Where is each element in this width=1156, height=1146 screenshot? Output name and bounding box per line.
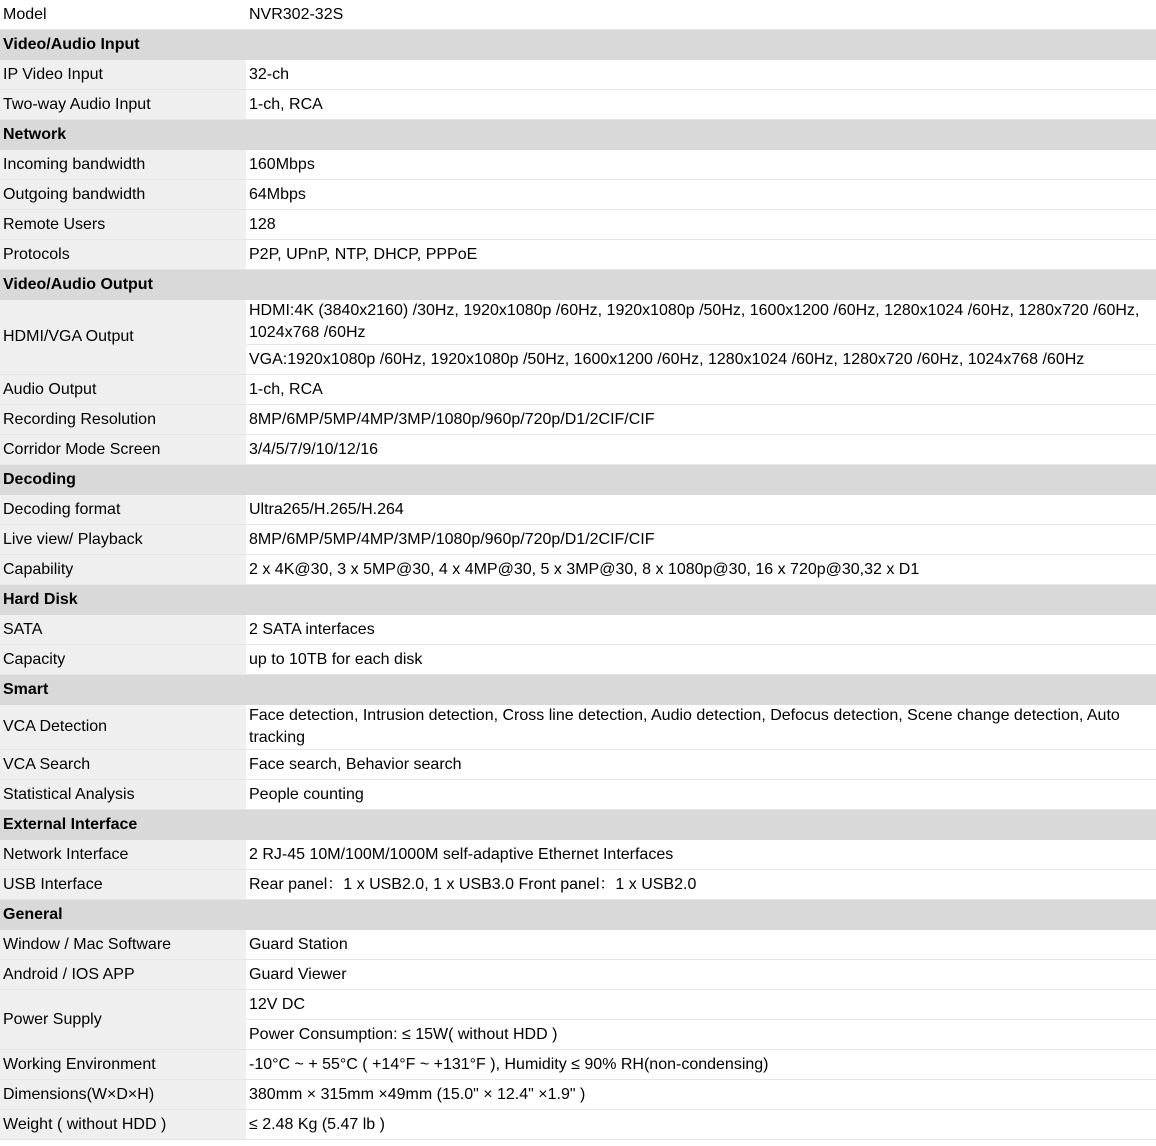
spec-value: 3/4/5/7/9/10/12/16 [246,435,1156,465]
spec-row-power-voltage [0,990,1156,1020]
section-external-interface [0,810,1156,840]
spec-value: 64Mbps [246,180,1156,210]
spec-value: Rear panel：1 x USB2.0, 1 x USB3.0 Front panel：1 x USB2.0 [246,870,1156,900]
section-network [0,120,1156,150]
spec-value: Power Consumption: ≤ 15W( without HDD ) [246,1020,1156,1050]
section-title: External Interface [0,810,1156,840]
spec-label: Android / IOS APP [0,960,246,990]
spec-row [0,1050,1156,1080]
spec-value: -10°C ~ + 55°C ( +14°F ~ +131°F ), Humidity ≤ 90% RH(non-condensing) [246,1050,1156,1080]
spec-row [0,555,1156,585]
spec-value: 32-ch [246,60,1156,90]
spec-row [0,210,1156,240]
spec-label: VCA Detection [0,705,246,750]
spec-value: 8MP/6MP/5MP/4MP/3MP/1080p/960p/720p/D1/2CIF/CIF [246,405,1156,435]
spec-row [0,930,1156,960]
spec-label: Audio Output [0,375,246,405]
spec-value: P2P, UPnP, NTP, DHCP, PPPoE [246,240,1156,270]
spec-row [0,180,1156,210]
spec-label: Recording Resolution [0,405,246,435]
spec-value: NVR302-32S [246,0,1156,30]
spec-value: 160Mbps [246,150,1156,180]
spec-row-model [0,0,1156,30]
spec-label: IP Video Input [0,60,246,90]
spec-label: Protocols [0,240,246,270]
spec-label: Corridor Mode Screen [0,435,246,465]
section-hard-disk [0,585,1156,615]
spec-label: USB Interface [0,870,246,900]
section-video-audio-input [0,30,1156,60]
spec-row [0,90,1156,120]
spec-label: Decoding format [0,495,246,525]
spec-value: Guard Viewer [246,960,1156,990]
spec-value: ≤ 2.48 Kg (5.47 lb ) [246,1110,1156,1140]
spec-value: 8MP/6MP/5MP/4MP/3MP/1080p/960p/720p/D1/2CIF/CIF [246,525,1156,555]
section-title: Video/Audio Input [0,30,1156,60]
spec-value: VGA:1920x1080p /60Hz, 1920x1080p /50Hz, 1600x1200 /60Hz, 1280x1024 /60Hz, 1280x720 /60Hz, 1024x768 /60Hz [246,345,1156,375]
spec-label: Capacity [0,645,246,675]
section-smart [0,675,1156,705]
spec-label: Statistical Analysis [0,780,246,810]
spec-row-hdmi [0,300,1156,345]
spec-value: 1-ch, RCA [246,375,1156,405]
spec-label: VCA Search [0,750,246,780]
spec-value: People counting [246,780,1156,810]
section-title: Decoding [0,465,1156,495]
spec-row [0,840,1156,870]
section-title: Network [0,120,1156,150]
spec-label: Network Interface [0,840,246,870]
spec-label: SATA [0,615,246,645]
spec-value: 1-ch, RCA [246,90,1156,120]
spec-row [0,960,1156,990]
spec-label: Model [0,0,246,30]
spec-row [0,435,1156,465]
spec-row [0,405,1156,435]
spec-row [0,645,1156,675]
spec-value: 2 SATA interfaces [246,615,1156,645]
spec-value: 380mm × 315mm ×49mm (15.0" × 12.4" ×1.9" ) [246,1080,1156,1110]
section-general [0,900,1156,930]
spec-value: 12V DC [246,990,1156,1020]
spec-value: Ultra265/H.265/H.264 [246,495,1156,525]
section-title: Smart [0,675,1156,705]
spec-value: Face detection, Intrusion detection, Cross line detection, Audio detection, Defocus detection, Scene change detection, Auto tracking [246,705,1156,750]
spec-row [0,150,1156,180]
spec-label: Remote Users [0,210,246,240]
spec-row [0,525,1156,555]
spec-label: Capability [0,555,246,585]
spec-label: Two-way Audio Input [0,90,246,120]
section-title: Hard Disk [0,585,1156,615]
spec-value: Face search, Behavior search [246,750,1156,780]
spec-row [0,495,1156,525]
spec-value: 128 [246,210,1156,240]
spec-label: Window / Mac Software [0,930,246,960]
spec-label: Working Environment [0,1050,246,1080]
spec-row [0,870,1156,900]
spec-row [0,60,1156,90]
section-video-audio-output [0,270,1156,300]
spec-value: Guard Station [246,930,1156,960]
section-title: Video/Audio Output [0,270,1156,300]
spec-label: Live view/ Playback [0,525,246,555]
spec-value: 2 x 4K@30, 3 x 5MP@30, 4 x 4MP@30, 5 x 3MP@30, 8 x 1080p@30, 16 x 720p@30,32 x D1 [246,555,1156,585]
spec-row-vca-detection [0,705,1156,750]
spec-row [0,615,1156,645]
section-decoding [0,465,1156,495]
spec-label: Dimensions(W×D×H) [0,1080,246,1110]
spec-row [0,1080,1156,1110]
spec-label: Weight ( without HDD ) [0,1110,246,1140]
spec-label: Incoming bandwidth [0,150,246,180]
spec-row [0,375,1156,405]
spec-row [0,750,1156,780]
spec-value: 2 RJ-45 10M/100M/1000M self-adaptive Ethernet Interfaces [246,840,1156,870]
spec-row [0,1110,1156,1140]
section-title: General [0,900,1156,930]
spec-row [0,240,1156,270]
spec-label: HDMI/VGA Output [0,300,246,375]
spec-label: Power Supply [0,990,246,1050]
spec-row [0,780,1156,810]
spec-value: HDMI:4K (3840x2160) /30Hz, 1920x1080p /60Hz, 1920x1080p /50Hz, 1600x1200 /60Hz, 1280x1024 /60Hz, 1280x720 /60Hz, 1024x768 /60Hz [246,300,1156,345]
spec-value: up to 10TB for each disk [246,645,1156,675]
spec-label: Outgoing bandwidth [0,180,246,210]
